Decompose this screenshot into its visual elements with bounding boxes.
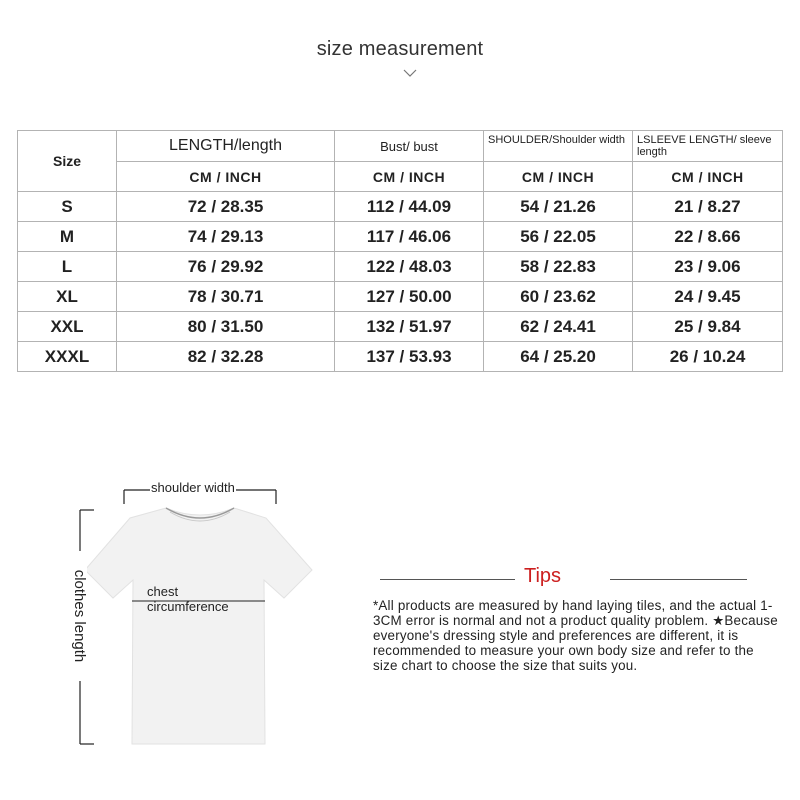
tshirt-icon (60, 470, 340, 760)
length-cell: 76 / 29.92 (117, 252, 335, 282)
bust-cell: 132 / 51.97 (335, 312, 484, 342)
shoulder-cell: 64 / 25.20 (484, 342, 633, 372)
shoulder-width-label: shoulder width (151, 480, 235, 495)
length-header: LENGTH/length (117, 131, 335, 162)
length-unit-header: CM / INCH (117, 162, 335, 192)
bust-cell: 112 / 44.09 (335, 192, 484, 222)
tips-divider-right (610, 579, 747, 580)
table-row (18, 282, 783, 312)
size-cell: XXL (18, 312, 117, 342)
tshirt-measurement-diagram (60, 470, 340, 760)
length-cell: 78 / 30.71 (117, 282, 335, 312)
page-title: size measurement (316, 38, 484, 60)
chest-label-line2: circumference (147, 599, 229, 614)
table-row (18, 342, 783, 372)
table-row (18, 222, 783, 252)
sleeve-cell: 25 / 9.84 (633, 312, 783, 342)
bust-cell: 117 / 46.06 (335, 222, 484, 252)
bust-header: Bust/ bust (335, 131, 484, 162)
chest-label-line1: chest (147, 584, 179, 599)
shoulder-cell: 58 / 22.83 (484, 252, 633, 282)
length-cell: 74 / 29.13 (117, 222, 335, 252)
size-column-header: Size (18, 131, 117, 192)
bust-unit-header: CM / INCH (335, 162, 484, 192)
sleeve-cell: 26 / 10.24 (633, 342, 783, 372)
table-row (18, 312, 783, 342)
chevron-down-icon (402, 68, 418, 78)
sleeve-cell: 24 / 9.45 (633, 282, 783, 312)
length-cell: 80 / 31.50 (117, 312, 335, 342)
shoulder-cell: 56 / 22.05 (484, 222, 633, 252)
shoulder-cell: 60 / 23.62 (484, 282, 633, 312)
size-chart-table (17, 130, 783, 372)
sleeve-header: LSLEEVE LENGTH/ sleeve length (633, 131, 783, 162)
length-cell: 72 / 28.35 (117, 192, 335, 222)
bust-cell: 137 / 53.93 (335, 342, 484, 372)
tips-body: *All products are measured by hand laying tiles, and the actual 1-3CM error is normal and not a product quality problem. ★Because everyone's dressing style and preferences are different, it is recommended to measure your own body size and refer to the size chart to choose the size that suits you. (373, 598, 778, 673)
shoulder-unit-header: CM / INCH (484, 162, 633, 192)
size-cell: XL (18, 282, 117, 312)
sleeve-cell: 23 / 9.06 (633, 252, 783, 282)
table-row (18, 192, 783, 222)
unit-header-row (18, 162, 783, 192)
clothes-length-label: clothes length (72, 551, 87, 681)
sleeve-unit-header: CM / INCH (633, 162, 783, 192)
length-cell: 82 / 32.28 (117, 342, 335, 372)
shoulder-cell: 62 / 24.41 (484, 312, 633, 342)
tips-title: Tips (524, 565, 562, 587)
table-header-row (18, 131, 783, 162)
bust-cell: 127 / 50.00 (335, 282, 484, 312)
sleeve-cell: 21 / 8.27 (633, 192, 783, 222)
shoulder-header: SHOULDER/Shoulder width (484, 131, 633, 162)
tips-divider-left (380, 579, 515, 580)
chest-label (147, 584, 229, 614)
size-cell: M (18, 222, 117, 252)
table-row (18, 252, 783, 282)
size-cell: XXXL (18, 342, 117, 372)
sleeve-cell: 22 / 8.66 (633, 222, 783, 252)
bust-cell: 122 / 48.03 (335, 252, 484, 282)
size-cell: S (18, 192, 117, 222)
shoulder-cell: 54 / 21.26 (484, 192, 633, 222)
size-cell: L (18, 252, 117, 282)
